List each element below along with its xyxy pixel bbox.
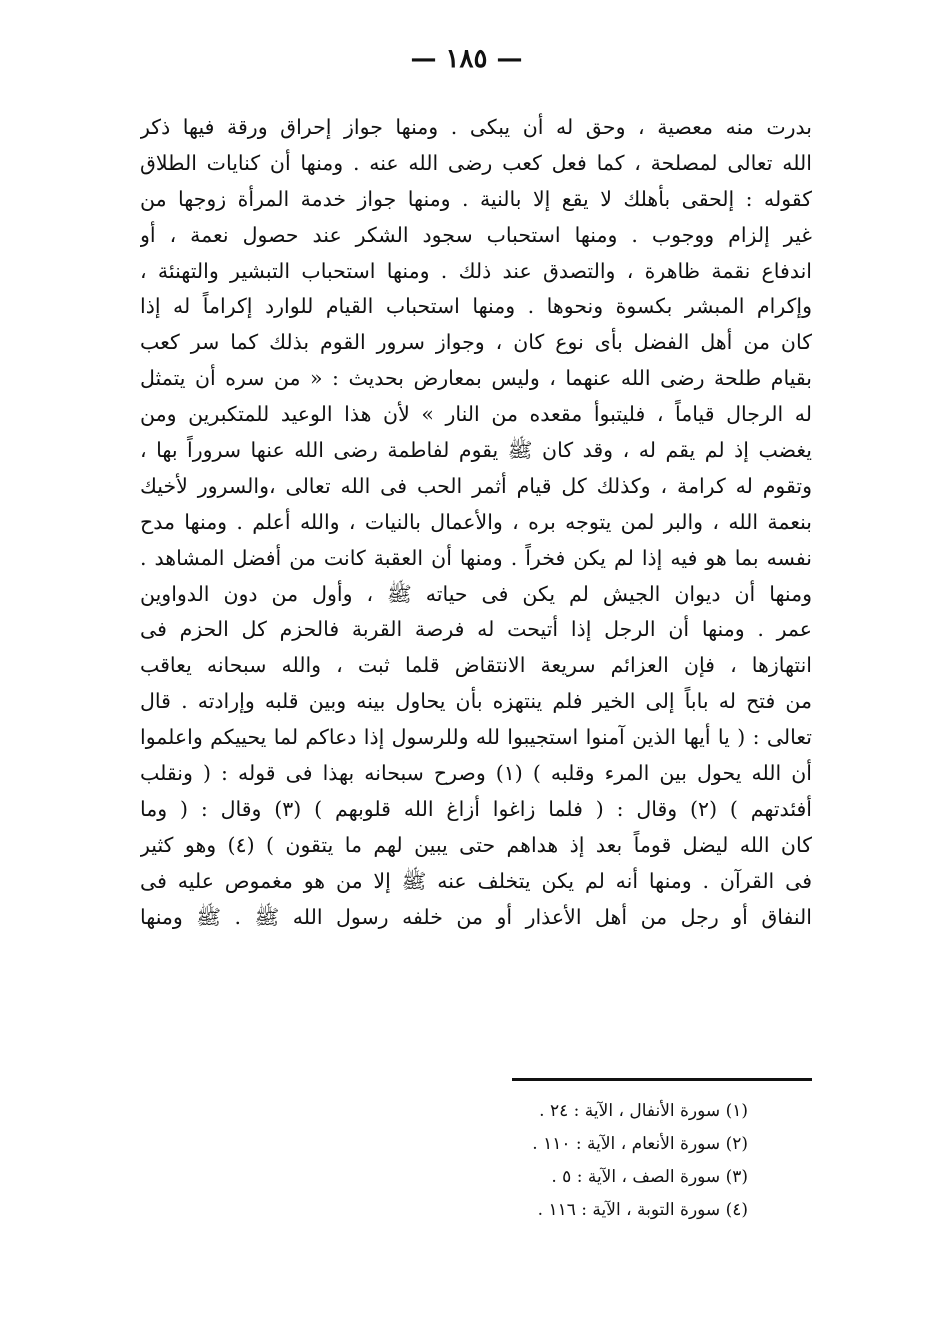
- footnote: (٤) سورة التوبة ، الآية : ١١٦ .: [537, 1200, 748, 1220]
- text-line: كان الله ليضل قوماً بعد إذ هداهم حتى يبين لهم ما يتقون ) (٤) وهو كثير: [140, 832, 812, 857]
- text-line: وإكرام المبشر بكسوة ونحوها . ومنها استحباب القيام للوارد إكراماً له إذا: [140, 294, 812, 319]
- text-line: أن الله يحول بين المرء وقلبه ) (١) وصرح سبحانه بهذا فى قوله : ( ونقلب: [140, 761, 812, 786]
- text-line: نفسه بما هو فيه إذا لم يكن فخراً . ومنها أن العقبة كانت من أفضل المشاهد .: [140, 545, 812, 570]
- footnote: (٣) سورة الصف ، الآية : ٥ .: [551, 1167, 748, 1187]
- text-line: يغضب إذ لم يقم له ، وقد كان ﷺ يقوم لفاطمة رضى الله عنها سروراً بها ،: [140, 438, 812, 463]
- footnote-separator: [512, 1078, 812, 1081]
- text-line: النفاق أو رجل من أهل الأعذار أو من خلفه رسول الله ﷺ . ﷺ ومنها: [140, 904, 812, 929]
- text-line: اندفاع نقمة ظاهرة ، والتصدق عند ذلك . ومنها استحباب التبشير والتهنئة ،: [140, 258, 812, 283]
- text-line: تعالى : ( يا أيها الذين آمنوا استجيبوا لله وللرسول إذا دعاكم لما يحييكم واعلموا: [140, 725, 812, 750]
- text-line: عمر . ومنها أن الرجل إذا أتيحت له فرصة القربة فالحزم كل الحزم فى: [140, 617, 812, 642]
- text-line: بدرت منه معصية ، وحق له أن يبكى . ومنها جواز إحراق ورقة فيها ذكر: [140, 115, 812, 139]
- text-line: انتهازها ، فإن العزائم سريعة الانتقاض قلما ثبت ، والله سبحانه يعاقب: [140, 653, 812, 678]
- footnotes: [448, 1095, 748, 1227]
- text-line: بنعمة الله ، والبر لمن يتوجه بره ، والأعمال بالنيات ، والله أعلم . ومنها مدح: [140, 509, 812, 534]
- text-line: بقيام طلحة رضى الله عنهما ، وليس بمعارض بحديث : « من سره أن يتمثل: [140, 366, 812, 391]
- text-line: فى القرآن . ومنها أنه لم يكن يتخلف عنه ﷺ إلا من هو مغموص عليه فى: [140, 868, 812, 893]
- footnote: (٢) سورة الأنعام ، الآية : ١١٠ .: [532, 1134, 748, 1154]
- text-line: أفئدتهم ) (٢) وقال : ( فلما زاغوا أزاغ الله قلوبهم ) (٣) وقال : ( وما: [140, 796, 812, 821]
- page-number: — ١٨٥ —: [410, 44, 523, 74]
- text-line: وتقوم له كرامة ، وكذلك كل قيام أثمر الحب فى الله تعالى ،والسرور لأخيك: [140, 473, 812, 498]
- text-line: من فتح له باباً إلى الخير فلم ينتهزه بأن يحاول بينه وبين قلبه وإرادته . قال: [140, 689, 812, 714]
- text-line: كان من أهل الفضل بأى نوع كان ، وجواز سرور القوم بذلك كما سر كعب: [140, 330, 812, 355]
- footnote: (١) سورة الأنفال ، الآية : ٢٤ .: [539, 1101, 748, 1121]
- text-line: الله تعالى لمصلحة ، كما فعل كعب رضى الله عنه . ومنها أن كنايات الطلاق: [140, 150, 812, 175]
- text-line: كقوله : إلحقى بأهلك لا يقع إلا بالنية . ومنها جواز خدمة المرأة زوجها من: [140, 186, 812, 211]
- text-line: له الرجال قياماً ، فليتبوأ مقعده من النار » لأن هذا الوعيد للمتكبرين ومن: [140, 402, 812, 427]
- body-text: [140, 110, 812, 935]
- text-line: غير إلزام ووجوب . ومنها استحباب سجود الشكر عند حصول نعمة ، أو: [140, 222, 812, 247]
- text-line: ومنها أن ديوان الجيش لم يكن فى حياته ﷺ ، وأول من دون الدواوين: [140, 581, 812, 606]
